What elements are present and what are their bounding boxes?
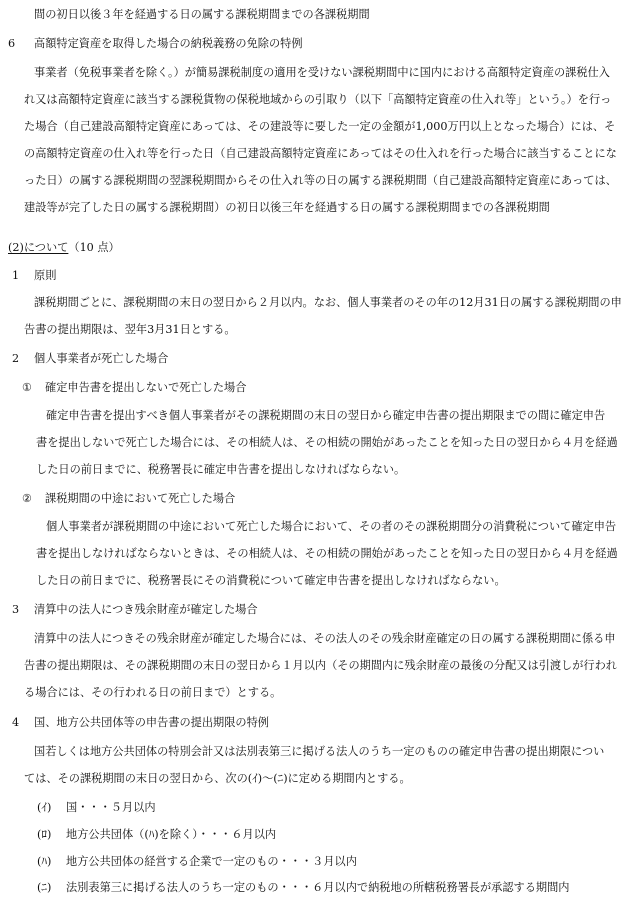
paragraph-line: 建設等が完了した日の属する課税期間）の初日以後三年を経過する日の属する課税期間までの各課税期間 — [24, 201, 550, 214]
section-heading: 国、地方公共団体等の申告書の提出期限の特例 — [34, 716, 269, 729]
list-item-marker: (ｲ) — [37, 801, 52, 814]
paragraph-line: た場合（自己建設高額特定資産にあっては、その建設等に要した一定の金額が1,000万円以上となった場合）には、そ — [24, 120, 616, 133]
paragraph-line: 確定申告書を提出すべき個人事業者がその課税期間の末日の翌日から確定申告書の提出期限までの間に確定申告 — [46, 409, 606, 422]
list-item-marker: (ﾆ) — [37, 881, 52, 894]
paragraph-line: した日の前日までに、税務署長にその消費税について確定申告書を提出しなければならない。 — [36, 574, 506, 587]
section-number: 2 — [12, 352, 20, 365]
list-item: 地方公共団体の経営する企業で一定のもの・・・３月以内 — [66, 855, 357, 868]
section-heading: 個人事業者が死亡した場合 — [34, 352, 169, 365]
part-heading — [8, 241, 120, 255]
paragraph-line: 国若しくは地方公共団体の特別会計又は法別表第三に掲げる法人のうち一定のものの確定申告書の提出期限につい — [34, 745, 605, 758]
paragraph-line: した日の前日までに、税務署長に確定申告書を提出しなければならない。 — [36, 463, 406, 476]
paragraph-line: の高額特定資産の仕入れ等を行った日（自己建設高額特定資産にあってはその仕入れを行った場合に該当することにな — [24, 147, 617, 160]
list-item: 地方公共団体（(ﾊ)を除く）・・・６月以内 — [66, 828, 277, 841]
paragraph-line: 告書の提出期限は、その課税期間の末日の翌日から１月以内（その期間内に残余財産の最後の分配又は引渡しが行われ — [24, 659, 617, 672]
paragraph-line: 清算中の法人につきその残余財産が確定した場合には、その法人のその残余財産確定の日の属する課税期間に係る申 — [34, 632, 616, 645]
section-number: 1 — [12, 269, 20, 282]
part-heading-points: （10 点） — [68, 241, 120, 254]
section-heading: 高額特定資産を取得した場合の納税義務の免除の特例 — [34, 37, 303, 50]
paragraph-line: 事業者（免税事業者を除く。）が簡易課税制度の適用を受けない課税期間中に国内における高額特定資産の課税仕入 — [34, 66, 610, 79]
paragraph-line: 書を提出しなければならないときは、その相続人は、その相続の開始があったことを知った日の翌日から４月を経過 — [36, 547, 618, 560]
section-number: 3 — [12, 603, 20, 616]
paragraph-line: 書を提出しないで死亡した場合には、その相続人は、その相続の開始があったことを知った日の翌日から４月を経過 — [36, 436, 618, 449]
paragraph-line: 課税期間ごとに、課税期間の末日の翌日から２月以内。なお、個人事業者のその年の12月31日の属する課税期間の申 — [34, 296, 622, 309]
paragraph-line: 個人事業者が課税期間の中途において死亡した場合において、その者のその課税期間分の消費税について確定申告 — [46, 520, 617, 533]
subsection-heading: 課税期間の中途において死亡した場合 — [45, 492, 236, 505]
paragraph-line: る場合には、その行われる日の前日まで）とする。 — [24, 686, 282, 699]
paragraph-line: れ又は高額特定資産に該当する課税貨物の保税地域からの引取り（以下「高額特定資産の仕入れ等」という。）を行っ — [24, 93, 612, 106]
subsection-heading: 確定申告書を提出しないで死亡した場合 — [45, 381, 247, 394]
list-item-marker: (ﾊ) — [37, 855, 52, 868]
section-heading: 原則 — [34, 269, 57, 282]
list-item: 国・・・５月以内 — [66, 801, 156, 814]
paragraph-line: 間の初日以後３年を経過する日の属する課税期間までの各課税期間 — [34, 8, 370, 21]
paragraph-line: ては、その課税期間の末日の翌日から、次の(ｲ)～(ﾆ)に定める期間内とする。 — [24, 772, 411, 785]
list-item-marker: (ﾛ) — [37, 828, 52, 841]
section-number: 4 — [12, 716, 20, 729]
section-number: 6 — [8, 37, 16, 50]
circled-number: ② — [22, 492, 33, 505]
paragraph-line: 告書の提出期限は、翌年3月31日とする。 — [24, 323, 236, 336]
part-heading-marker: (2)について — [8, 241, 69, 254]
section-heading: 清算中の法人につき残余財産が確定した場合 — [34, 603, 258, 616]
paragraph-line: った日）の属する課税期間の翌課税期間からその仕入れ等の日の属する課税期間（自己建設高額特定資産にあっては、 — [24, 174, 617, 187]
list-item: 法別表第三に掲げる法人のうち一定のもの・・・６月以内で納税地の所轄税務署長が承認する期間内 — [66, 881, 570, 894]
circled-number: ① — [22, 381, 33, 394]
